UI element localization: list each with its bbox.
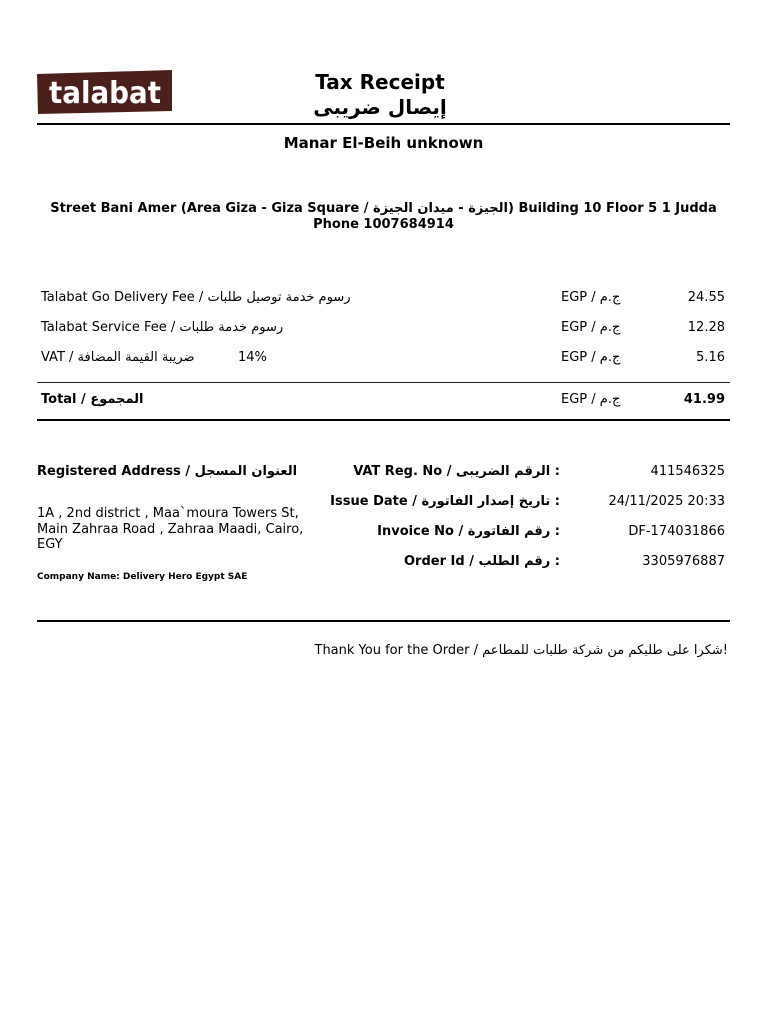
total-amount: 41.99 (683, 392, 725, 407)
field-label: Issue Date / تاريخ إصدار الفاتورة : (330, 494, 560, 509)
fee-label: VAT / ضريبة القيمة المضافة (41, 350, 195, 365)
divider (37, 419, 730, 421)
thank-you-message: Thank You for the Order / شكرا على طلبكم من شركة طلبات للمطاعم! (314, 643, 728, 658)
field-label: VAT Reg. No / الرقم الضريبى : (353, 464, 560, 479)
fee-amount: 5.16 (696, 350, 725, 365)
field-value: DF-174031866 (628, 524, 725, 539)
invoice-field-invoice-no (290, 524, 725, 540)
logo-text: talabat (49, 76, 161, 111)
fee-row (37, 350, 730, 366)
invoice-field-issue-date (290, 494, 725, 510)
fee-row (37, 290, 730, 306)
divider (37, 620, 730, 622)
registered-address: 1A , 2nd district , Maa`moura Towers St, Main Zahraa Road , Zahraa Maadi, Cairo, EGY (37, 506, 304, 552)
invoice-field-vat-reg (290, 464, 725, 480)
divider (37, 123, 730, 125)
fee-currency: EGP / ج.م (561, 320, 621, 335)
field-value: 3305976887 (642, 554, 725, 569)
fee-amount: 24.55 (687, 290, 725, 305)
customer-phone: Phone 1007684914 (313, 217, 454, 232)
fee-rate: 14% (238, 350, 267, 365)
field-value: 24/11/2025 20:33 (608, 494, 725, 509)
fee-label: Talabat Go Delivery Fee / رسوم خدمة توصيل طلبات (41, 290, 351, 305)
field-value: 411546325 (650, 464, 725, 479)
total-label: Total / المجموع (41, 392, 144, 407)
customer-address-block (20, 201, 747, 233)
customer-address: Street Bani Amer (Area Giza - Giza Square / الجيزة - ميدان الجيزة) Building 10 Floor 5 1 Judda (50, 201, 717, 216)
talabat-logo (35, 68, 175, 118)
title-en: Tax Receipt (315, 70, 445, 94)
receipt-title (280, 70, 480, 120)
invoice-field-order-id (290, 554, 725, 570)
total-currency: EGP / ج.م (561, 392, 621, 407)
customer-name: Manar El-Beih unknown (283, 134, 484, 152)
fee-label: Talabat Service Fee / رسوم خدمة طلبات (41, 320, 284, 335)
title-ar: إيصال ضريبى (313, 95, 447, 119)
fee-currency: EGP / ج.م (561, 350, 621, 365)
field-label: Order Id / رقم الطلب : (404, 554, 560, 569)
divider (37, 382, 730, 383)
fee-currency: EGP / ج.م (561, 290, 621, 305)
total-row (37, 392, 730, 408)
fee-amount: 12.28 (687, 320, 725, 335)
registered-address-label: Registered Address / العنوان المسجل (37, 464, 298, 479)
company-name: Company Name: Delivery Hero Egypt SAE (37, 572, 248, 582)
field-label: Invoice No / رقم الفاتورة : (377, 524, 560, 539)
fee-row (37, 320, 730, 336)
